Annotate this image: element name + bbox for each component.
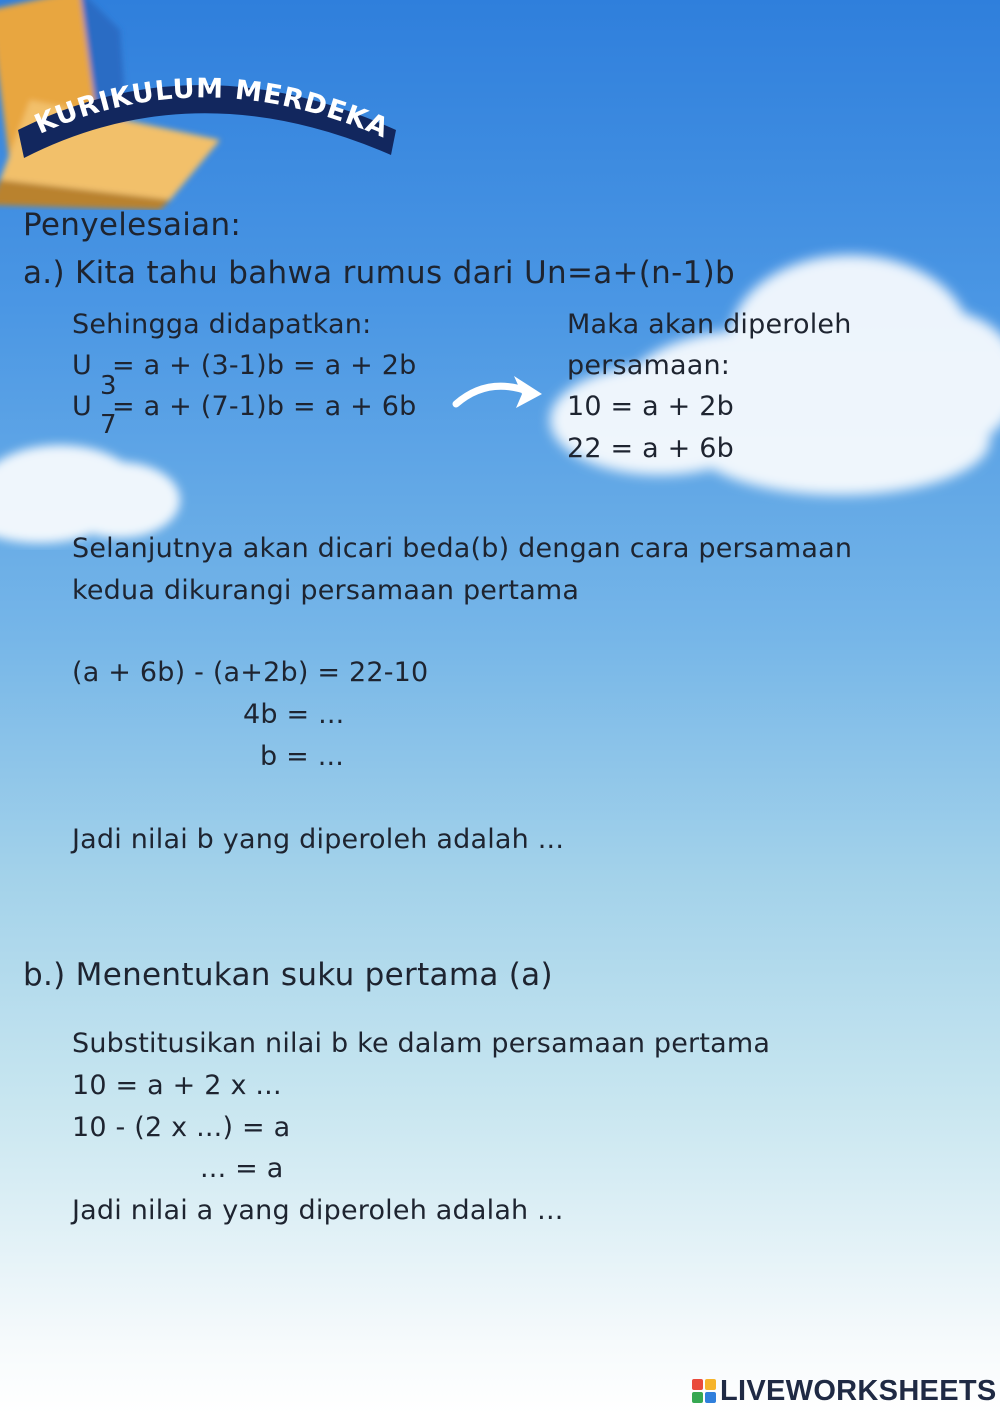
banner-text: KURIKULUM MERDEKA bbox=[30, 73, 394, 145]
section-title: Penyelesaian: bbox=[23, 207, 242, 243]
u7-prefix: U bbox=[72, 391, 92, 422]
next-step-line-2: kedua dikurangi persamaan pertama bbox=[72, 575, 580, 606]
equation-2: 22 = a + 6b bbox=[567, 433, 734, 464]
u7-equation bbox=[72, 391, 416, 422]
calculation-step-3: b = ... bbox=[260, 741, 345, 772]
part-b-step-2: 10 - (2 x ...) = a bbox=[72, 1112, 291, 1143]
liveworksheets-logo bbox=[692, 1374, 997, 1408]
liveworksheets-logo-text: LIVEWORKSHEETS bbox=[720, 1374, 997, 1407]
calculation-step-1: (a + 6b) - (a+2b) = 22-10 bbox=[72, 657, 429, 688]
part-b-title: b.) Menentukan suku pertama (a) bbox=[23, 957, 553, 993]
conclusion-b: Jadi nilai b yang diperoleh adalah ... bbox=[72, 824, 565, 855]
part-b-intro: Substitusikan nilai b ke dalam persamaan pertama bbox=[72, 1028, 771, 1059]
calculation-step-2: 4b = ... bbox=[243, 699, 345, 730]
u3-rest: = a + (3-1)b = a + 2b bbox=[111, 350, 417, 381]
u3-subscript: 3 bbox=[100, 371, 117, 401]
derived-label: Sehingga didapatkan: bbox=[72, 309, 372, 340]
result-line-2: persamaan: bbox=[567, 350, 731, 381]
conclusion-a: Jadi nilai a yang diperoleh adalah ... bbox=[72, 1195, 564, 1226]
next-step-line-1: Selanjutnya akan dicari beda(b) dengan cara persamaan bbox=[72, 533, 853, 564]
u3-prefix: U bbox=[72, 350, 92, 381]
result-line-1: Maka akan diperoleh bbox=[567, 309, 852, 340]
kurikulum-merdeka-banner bbox=[6, 50, 406, 160]
liveworksheets-logo-icon bbox=[692, 1379, 716, 1403]
arrow-right-icon bbox=[452, 370, 544, 412]
part-b-step-3: ... = a bbox=[200, 1153, 284, 1184]
part-b-step-1: 10 = a + 2 x ... bbox=[72, 1070, 282, 1101]
equation-1: 10 = a + 2b bbox=[567, 391, 734, 422]
part-a-intro: a.) Kita tahu bahwa rumus dari Un=a+(n-1)b bbox=[23, 255, 736, 291]
u7-rest: = a + (7-1)b = a + 6b bbox=[111, 391, 417, 422]
u3-equation bbox=[72, 350, 416, 381]
u7-subscript: 7 bbox=[100, 410, 117, 440]
